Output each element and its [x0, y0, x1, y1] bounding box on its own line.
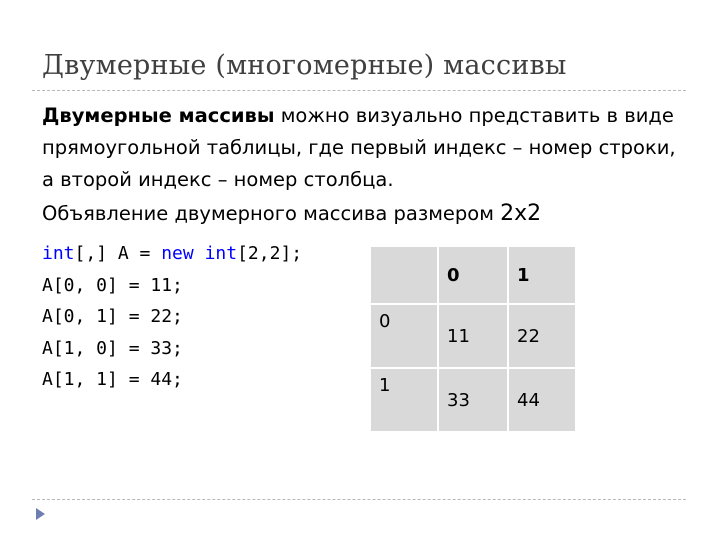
table-cell: 44 — [509, 369, 575, 431]
table-header-row — [371, 247, 575, 305]
row-header-cell: 0 — [371, 305, 439, 369]
footer-divider — [32, 499, 686, 500]
array-table — [371, 247, 575, 431]
table-cell: 11 — [439, 305, 509, 369]
declaration-text: Объявление двумерного массива размером — [42, 202, 501, 225]
intro-paragraph — [42, 100, 682, 196]
code-line: A[1, 1] = 44; — [42, 369, 183, 390]
title-divider — [32, 90, 686, 91]
code-text: [,] A = — [74, 243, 162, 264]
slide-title: Двумерные (многомерные) массивы — [42, 50, 567, 81]
row-header-cell: 1 — [371, 369, 439, 431]
table-row — [371, 369, 575, 431]
table-cell: 22 — [509, 305, 575, 369]
code-keyword: int — [204, 243, 238, 264]
table-row — [371, 305, 575, 369]
column-header-cell: 0 — [439, 247, 509, 305]
code-line — [42, 238, 302, 270]
code-keyword: int — [42, 243, 75, 264]
column-header-cell: 1 — [509, 247, 575, 305]
play-arrow-icon — [36, 508, 45, 520]
table-corner-cell — [371, 247, 439, 305]
intro-text: можно визуально представить в виде прямоугольной таблицы, где первый индекс – номер строки, а второй индекс – номер столбца. — [42, 104, 676, 191]
intro-lead: Двумерные массивы — [42, 104, 275, 127]
code-keyword: new — [161, 243, 194, 264]
code-line: A[0, 1] = 22; — [42, 306, 183, 327]
code-line: A[0, 0] = 11; — [42, 274, 183, 296]
declaration-dims: 2x2 — [500, 201, 542, 226]
code-line: A[1, 0] = 33; — [42, 337, 183, 359]
table-cell: 33 — [439, 369, 509, 431]
code-text — [194, 243, 205, 264]
code-block — [42, 238, 302, 396]
code-text: [2,2]; — [237, 243, 303, 264]
declaration-line — [42, 198, 541, 230]
